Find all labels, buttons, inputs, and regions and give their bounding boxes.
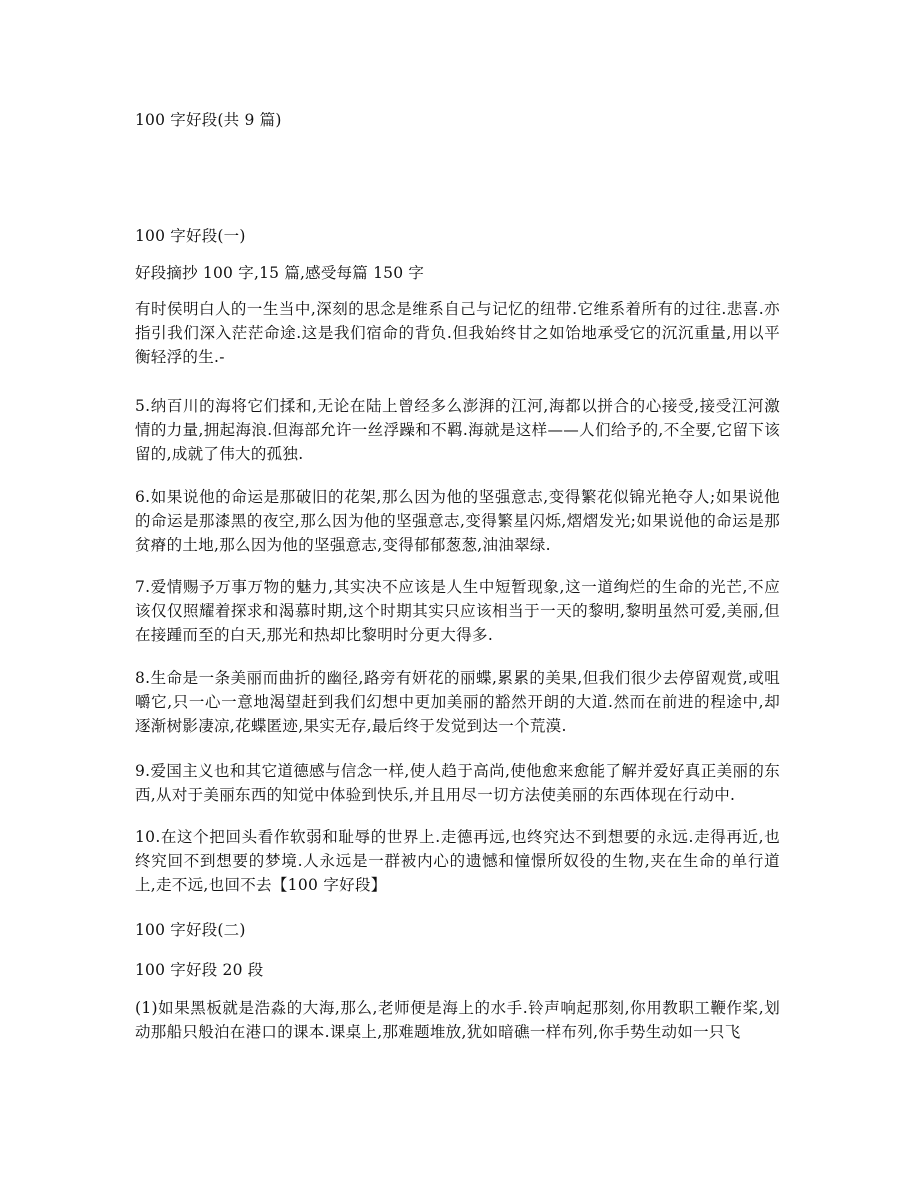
- section-subheading-2: 100 字好段 20 段: [135, 961, 264, 979]
- paragraph: 有时侯明白人的一生当中,深刻的思念是维系自己与记忆的纽带.它维系着所有的过往.悲喜.亦指引我们深入茫茫命途.这是我们宿命的背负.但我始终甘之如饴地承受它的沉沉重量,用以平衡轻浮的生.-: [135, 300, 780, 366]
- paragraph: 8.生命是一条美丽而曲折的幽径,路旁有妍花的丽蝶,累累的美果,但我们很少去停留观赏,或咀嚼它,只一心一意地渴望赶到我们幻想中更加美丽的豁然开朗的大道.然而在前进的程途中,却逐渐树影凄凉,花蝶匿迹,果实无存,最后终于发觉到达一个荒漠.: [135, 669, 780, 735]
- paragraph: 5.纳百川的海将它们揉和,无论在陆上曾经多么澎湃的江河,海都以拼合的心接受,接受江河激情的力量,拥起海浪.但海部允许一丝浮躁和不羁.海就是这样——人们给予的,不全要,它留下该留的,成就了伟大的孤独.: [135, 397, 780, 463]
- document-title: 100 字好段(共 9 篇): [135, 111, 282, 129]
- section-heading-1: 100 字好段(一): [135, 227, 246, 245]
- paragraph: (1)如果黑板就是浩淼的大海,那么,老师便是海上的水手.铃声响起那刻,你用教职工鞭作桨,划动那船只般泊在港口的课本.课桌上,那难题堆放,犹如暗礁一样布列,你手势生动如一只飞: [135, 999, 780, 1041]
- section-heading-2: 100 字好段(二): [135, 921, 246, 939]
- paragraph: 7.爱情赐予万事万物的魅力,其实决不应该是人生中短暂现象,这一道绚烂的生命的光芒,不应该仅仅照耀着探求和渴慕时期,这个时期其实只应该相当于一天的黎明,黎明虽然可爱,美丽,但在接踵而至的白天,那光和热却比黎明时分更大得多.: [135, 578, 780, 644]
- paragraph: 10.在这个把回头看作软弱和耻辱的世界上.走德再远,也终究达不到想要的永远.走得再近,也终究回不到想要的梦境.人永远是一群被内心的遗憾和憧憬所奴役的生物,夹在生命的单行道上,走不远,也回不去【100 字好段】: [135, 828, 780, 894]
- section-subheading-1: 好段摘抄 100 字,15 篇,感受每篇 150 字: [135, 264, 425, 282]
- paragraph: 6.如果说他的命运是那破旧的花架,那么因为他的坚强意志,变得繁花似锦光艳夺人;如果说他的命运是那漆黑的夜空,那么因为他的坚强意志,变得繁星闪烁,熠熠发光;如果说他的命运是那贫瘠的土地,那么因为他的坚强意志,变得郁郁葱葱,油油翠绿.: [135, 488, 780, 554]
- paragraph: 9.爱国主义也和其它道德感与信念一样,使人趋于高尚,使他愈来愈能了解并爱好真正美丽的东西,从对于美丽东西的知觉中体验到快乐,并且用尽一切方法使美丽的东西体现在行动中.: [135, 762, 780, 804]
